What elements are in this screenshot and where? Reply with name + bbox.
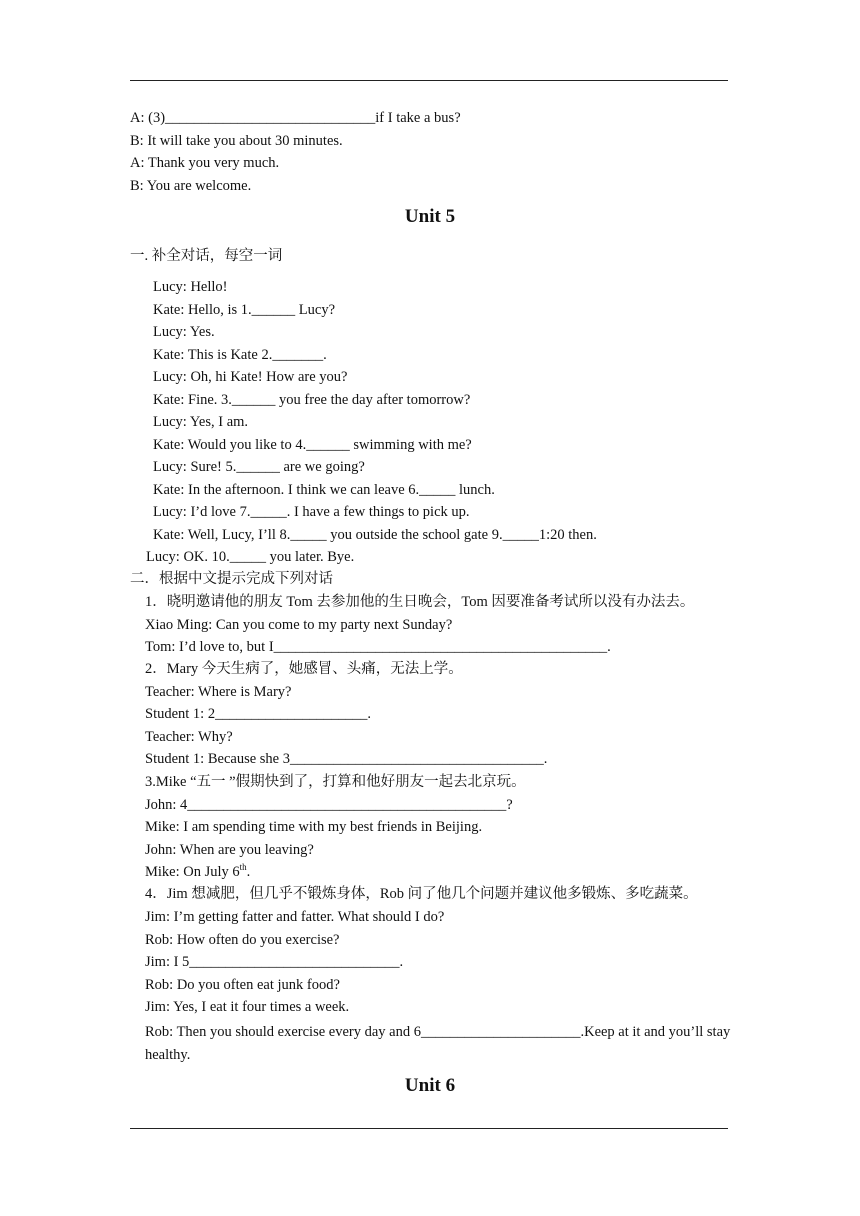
dialogue-line: John: 4____________________________________________?	[145, 797, 513, 813]
date-superscript: th	[239, 862, 247, 873]
unit-6-heading: Unit 6	[404, 1075, 456, 1096]
task-prompt: 4．Jim 想减肥，但几乎不锻炼身体，Rob 问了他几个问题并建议他多锻炼、多吃蔬菜。	[145, 886, 698, 902]
task-prompt: 3.Mike “五一 ”假期快到了，打算和他好朋友一起去北京玩。	[145, 774, 526, 790]
dialogue-line: Kate: Hello, is 1.______ Lucy?	[153, 302, 336, 318]
dialogue-line: A: (3)_____________________________if I take a bus?	[130, 110, 461, 126]
dialogue-line: Lucy: Hello!	[153, 279, 228, 295]
dialogue-line: Lucy: Sure! 5.______ are we going?	[153, 459, 365, 475]
dialogue-line: Rob: Do you often eat junk food?	[145, 977, 340, 993]
section-2-title: 二．根据中文提示完成下列对话	[130, 571, 333, 587]
dialogue-line: Tom: I’d love to, but I______________________________________________.	[145, 639, 611, 655]
dialogue-line: Kate: Well, Lucy, I’ll 8._____ you outside the school gate 9._____1:20 then.	[153, 527, 597, 543]
dialogue-line: Mike: I am spending time with my best friends in Beijing.	[145, 819, 483, 835]
dialogue-line: Teacher: Why?	[145, 729, 233, 745]
task-prompt: 1．晓明邀请他的朋友 Tom 去参加他的生日晚会，Tom 因要准备考试所以没有办法去。	[145, 594, 695, 610]
dialogue-line: Lucy: Yes.	[153, 324, 215, 340]
unit-5-heading: Unit 5	[404, 206, 456, 227]
dialogue-line: Kate: Would you like to 4.______ swimming with me?	[153, 437, 472, 453]
dialogue-line: Rob: Then you should exercise every day and 6______________________.Keep at it and you’ll stay healthy.	[145, 1024, 731, 1063]
dialogue-line: A: Thank you very much.	[130, 155, 280, 171]
footer-rule	[130, 1128, 728, 1129]
dialogue-line	[145, 863, 250, 881]
dialogue-line: Student 1: 2_____________________.	[145, 706, 371, 722]
dialogue-line: Xiao Ming: Can you come to my party next Sunday?	[145, 617, 453, 633]
header-rule	[130, 80, 728, 81]
date-period: .	[246, 864, 251, 880]
dialogue-line: Jim: I 5_____________________________.	[145, 954, 404, 970]
dialogue-line: Lucy: Yes, I am.	[153, 414, 249, 430]
date-text: Mike: On July 6	[145, 864, 240, 880]
dialogue-line: Student 1: Because she 3___________________________________.	[145, 751, 548, 767]
dialogue-line: Jim: Yes, I eat it four times a week.	[145, 999, 350, 1015]
dialogue-line: Jim: I’m getting fatter and fatter. What should I do?	[145, 909, 445, 925]
dialogue-line: John: When are you leaving?	[145, 842, 314, 858]
dialogue-line: B: You are welcome.	[130, 178, 252, 194]
dialogue-line: Lucy: OK. 10._____ you later. Bye.	[146, 549, 355, 565]
dialogue-line: Teacher: Where is Mary?	[145, 684, 292, 700]
dialogue-line: Rob: How often do you exercise?	[145, 932, 340, 948]
dialogue-line: Lucy: I’d love 7._____. I have a few things to pick up.	[153, 504, 470, 520]
dialogue-line: Kate: This is Kate 2._______.	[153, 347, 327, 363]
dialogue-line: Kate: In the afternoon. I think we can leave 6._____ lunch.	[153, 482, 495, 498]
section-1-title: 一. 补全对话，每空一词	[130, 248, 283, 264]
dialogue-line: B: It will take you about 30 minutes.	[130, 133, 343, 149]
dialogue-line: Kate: Fine. 3.______ you free the day after tomorrow?	[153, 392, 471, 408]
dialogue-line: Lucy: Oh, hi Kate! How are you?	[153, 369, 348, 385]
task-prompt: 2．Mary 今天生病了，她感冒、头痛，无法上学。	[145, 661, 463, 677]
